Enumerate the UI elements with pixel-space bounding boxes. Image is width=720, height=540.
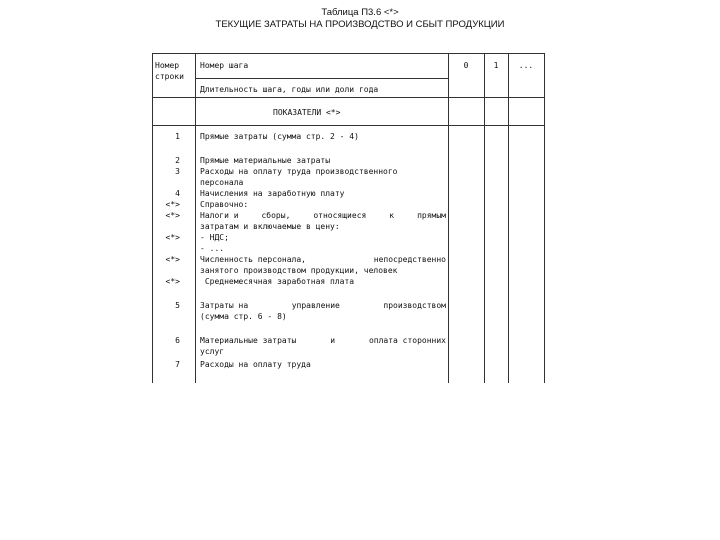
row-headcount-text (200, 255, 446, 266)
header-col-more: ... (518, 61, 534, 70)
col-1-border (508, 53, 509, 383)
table-top-rule (152, 53, 545, 54)
number-column-border (195, 53, 196, 383)
row-4-number: 4 (175, 189, 180, 198)
header-indicators: ПОКАЗАТЕЛИ <*> (273, 108, 341, 117)
row-6-number: 6 (175, 336, 180, 345)
row-5-number: 5 (175, 301, 180, 310)
row-7-text: Расходы на оплату труда (200, 360, 311, 369)
header-rule-3 (152, 125, 545, 126)
document-title: ТЕКУЩИЕ ЗАТРАТЫ НА ПРОИЗВОДСТВО И СБЫТ ПРОДУКЦИИ (215, 19, 505, 30)
row-other-taxes-text: - ... (200, 244, 225, 253)
header-col-1: 1 (493, 61, 499, 70)
row-headcount-text-cont: занятого производством продукции, человек (200, 266, 398, 275)
row-taxes-text (200, 211, 446, 222)
row-vat-text: - НДС; (200, 233, 229, 242)
row-taxes-word-3: относящиеся (313, 211, 367, 220)
row-4-text: Начисления на заработную плату (200, 189, 345, 198)
row-1-text: Прямые затраты (сумма стр. 2 - 4) (200, 132, 359, 141)
row-6-text-cont: услуг (200, 347, 225, 356)
row-taxes-word-2: сборы, (261, 211, 291, 220)
row-taxes-number: <*> (165, 211, 180, 220)
row-1-number: 1 (175, 132, 180, 141)
header-row-number-2: строки (155, 72, 184, 81)
row-reference-number: <*> (165, 200, 180, 209)
header-duration: Длительность шага, годы или доли года (200, 85, 379, 94)
row-salary-number: <*> (165, 277, 180, 286)
row-3-number: 3 (175, 167, 180, 176)
row-5-part-3: производством (383, 301, 446, 310)
row-headcount-part-1: Численность персонала, (200, 255, 306, 264)
row-6-part-2: и (330, 336, 336, 345)
header-rule-1 (196, 78, 449, 79)
table-label: Таблица П3.6 <*> (321, 7, 399, 18)
row-taxes-text-cont: затратам и включаемые в цену: (200, 222, 340, 231)
row-headcount-number: <*> (165, 255, 180, 264)
row-taxes-word-4: к (389, 211, 395, 220)
header-rule-2 (152, 97, 545, 98)
header-step-number: Номер шага (200, 61, 249, 70)
row-5-part-2: управление (291, 301, 340, 310)
row-2-number: 2 (175, 156, 180, 165)
table-right-border (544, 53, 545, 383)
row-5-text (200, 301, 446, 312)
text-column-border (448, 53, 449, 383)
row-5-part-1: Затраты на (200, 301, 249, 310)
row-7-number: 7 (175, 360, 180, 369)
row-6-text (200, 336, 446, 347)
row-taxes-word-1: Налоги и (200, 211, 239, 220)
row-6-part-1: Материальные затраты (200, 336, 297, 345)
row-vat-number: <*> (165, 233, 180, 242)
col-0-border (484, 53, 485, 383)
header-col-0: 0 (463, 61, 469, 70)
row-3-text: Расходы на оплату труда производственного (200, 167, 398, 176)
header-row-number-1: Номер (155, 61, 180, 70)
row-taxes-word-5: прямым (417, 211, 446, 220)
row-5-text-cont: (сумма стр. 6 - 8) (200, 312, 287, 321)
row-2-text: Прямые материальные затраты (200, 156, 331, 165)
row-salary-text: Среднемесячная заработная плата (200, 277, 355, 286)
row-6-part-3: оплата сторонних (368, 336, 446, 345)
row-reference-text: Справочно: (200, 200, 249, 209)
row-headcount-part-2: непосредственно (373, 255, 446, 264)
row-3-text-cont: персонала (200, 178, 244, 187)
